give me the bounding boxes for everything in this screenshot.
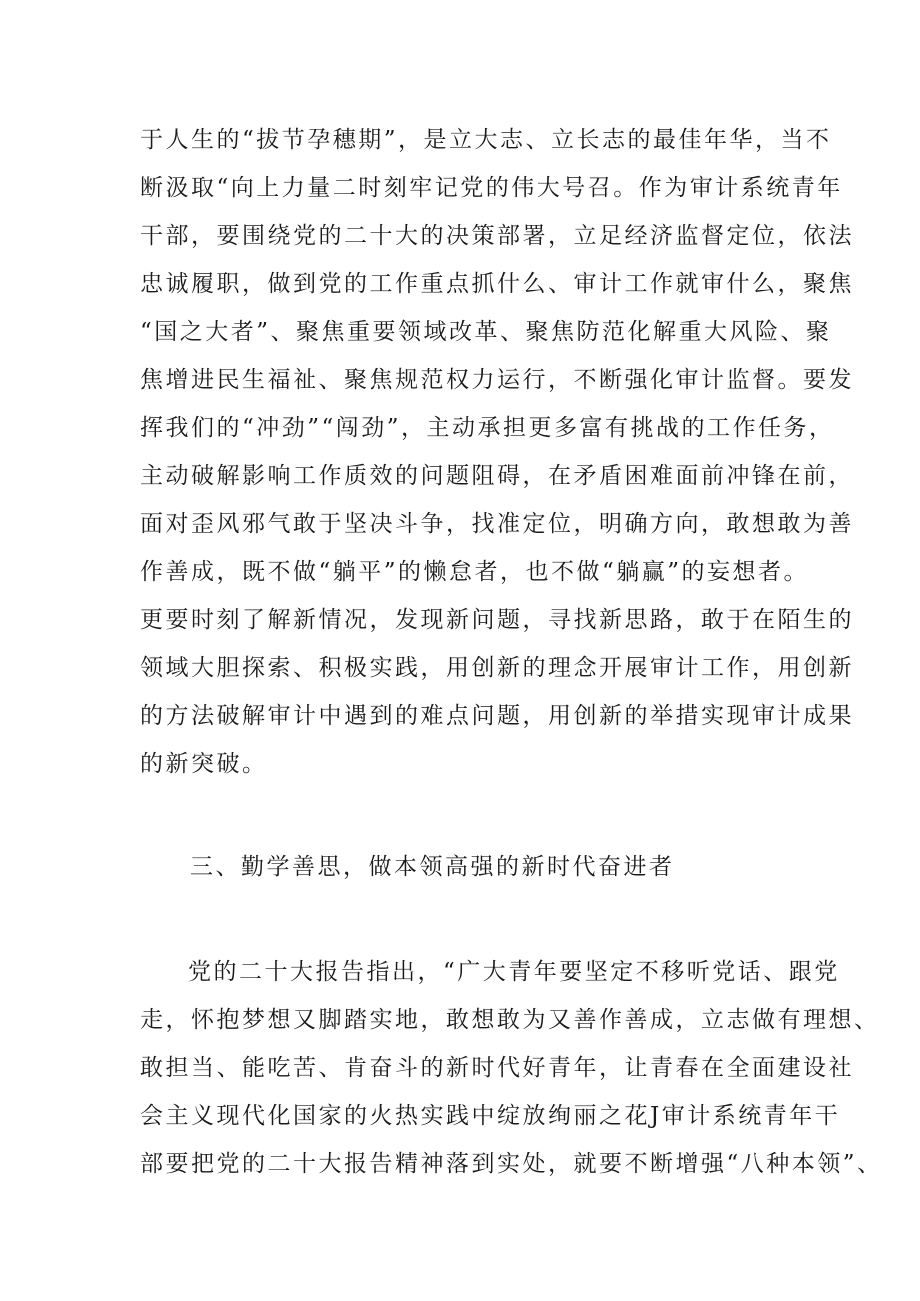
paragraph-line: 干部，要围绕党的二十大的决策部署，立足经济监督定位，依法 <box>140 223 854 249</box>
paragraph-line: 作善成，既不做“躺平”的懒怠者，也不做“躺赢”的妄想者。 <box>140 559 810 585</box>
paragraph-line: “国之大者”、聚焦重要领域改革、聚焦防范化解重大风险、聚 <box>140 319 832 345</box>
paragraph-line: 部要把党的二十大报告精神落到实处，就要不断增强“八种本领”、 <box>140 1151 883 1177</box>
section-heading: 三、勤学善思，做本领高强的新时代奋进者 <box>190 854 675 880</box>
paragraph-line: 更要时刻了解新情况，发现新问题，寻找新思路，敢于在陌生的 <box>140 607 854 633</box>
paragraph-line: 走，怀抱梦想又脚踏实地，敢想敢为又善作善成，立志做有理想、 <box>140 1007 880 1033</box>
body-paragraph <box>140 116 854 788</box>
paragraph-line: 敢担当、能吃苦、肯奋斗的新时代好青年，让青春在全面建设社 <box>140 1055 854 1081</box>
body-paragraph <box>140 948 883 1188</box>
paragraph-first-line: 党的二十大报告指出，“广大青年要坚定不移听党话、跟党 <box>188 959 840 985</box>
paragraph-line: 主动破解影响工作质效的问题阻碍，在矛盾困难面前冲锋在前， <box>140 463 854 489</box>
paragraph-last-line: 的新突破。 <box>140 751 268 777</box>
paragraph-line: 于人生的“拔节孕穗期”，是立大志、立长志的最佳年华，当不 <box>140 127 832 153</box>
paragraph-line: 焦增进民生福祉、聚焦规范权力运行，不断强化审计监督。要发 <box>140 367 854 393</box>
paragraph-line: 挥我们的“冲劲”“闯劲”，主动承担更多富有挑战的工作任务， <box>140 415 835 441</box>
paragraph-line: 的方法破解审计中遇到的难点问题，用创新的举措实现审计成果 <box>140 703 854 729</box>
paragraph-line: 会主义现代化国家的火热实践中绽放绚丽之花J审计系统青年干 <box>140 1103 841 1129</box>
paragraph-line: 断汲取“向上力量二时刻牢记党的伟大号召。作为审计系统青年 <box>140 175 843 201</box>
paragraph-line: 领域大胆探索、积极实践，用创新的理念开展审计工作，用创新 <box>140 655 854 681</box>
paragraph-line: 忠诚履职，做到党的工作重点抓什么、审计工作就审什么，聚焦 <box>140 271 854 297</box>
paragraph-line: 面对歪风邪气敢于坚决斗争，找准定位，明确方向，敢想敢为善 <box>140 511 854 537</box>
